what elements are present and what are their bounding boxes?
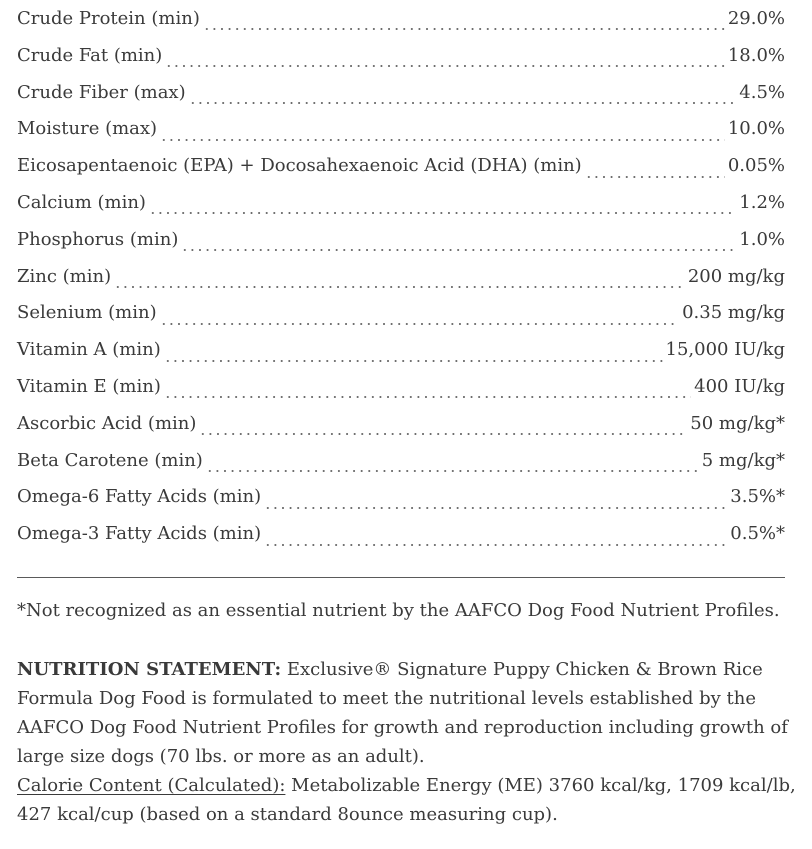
nutrient-label: Selenium (min): [17, 302, 157, 324]
analysis-row: [17, 82, 785, 119]
nutrient-label: Omega-6 Fatty Acids (min): [17, 486, 262, 508]
nutrient-label: Crude Protein (min): [17, 8, 200, 29]
nutrient-label: Ascorbic Acid (min): [17, 412, 197, 434]
nutrient-value: 18.0%: [727, 44, 785, 66]
dot-leader: [189, 102, 737, 104]
nutrient-label: Vitamin E (min): [17, 375, 161, 397]
analysis-row: [17, 302, 785, 339]
dot-leader: [160, 323, 680, 325]
nutrient-value: 10.0%: [727, 118, 785, 140]
dot-leader: [206, 470, 699, 472]
calorie-content-text: Metabolizable Energy (ME) 3760 kcal/kg, 1709 kcal/lb, 427 kcal/cup (based on a standard 8ounce measuring cup).: [17, 775, 796, 825]
nutrient-value: 50 mg/kg*: [690, 412, 785, 434]
nutrition-statement-body: Exclusive® Signature Puppy Chicken & Brown Rice Formula Dog Food is formulated to meet the nutritional levels established by the AAFCO Dog Food Nutrient Profiles for growth and reproduction including growth of large size dogs (70 lbs. or more as an adult).: [17, 659, 788, 767]
analysis-row: [17, 523, 785, 560]
nutrient-label: Phosphorus (min): [17, 228, 179, 250]
nutrition-statement: [17, 655, 797, 829]
analysis-row: [17, 45, 785, 82]
nutrient-label: Omega-3 Fatty Acids (min): [17, 523, 262, 545]
nutrient-label: Crude Fat (min): [17, 44, 163, 66]
analysis-row: [17, 376, 785, 413]
nutrient-value: 400 IU/kg: [694, 375, 785, 397]
nutrient-value: 3.5%*: [730, 486, 785, 508]
nutrient-label: Eicosapentaenoic (EPA) + Docosahexaenoic Acid (DHA) (min): [17, 155, 582, 177]
nutrient-label: Vitamin A (min): [17, 339, 161, 361]
dot-leader: [164, 396, 691, 398]
nutrient-label: Beta Carotene (min): [17, 449, 203, 471]
guaranteed-analysis-table: [17, 8, 785, 560]
footnote: *Not recognized as an essential nutrient by the AAFCO Dog Food Nutrient Profiles.: [17, 600, 780, 621]
nutrient-value: 4.5%: [739, 81, 785, 103]
dot-leader: [199, 433, 687, 435]
dot-leader: [164, 360, 663, 362]
nutrient-value: 1.2%: [739, 191, 785, 213]
nutrient-value: 0.35 mg/kg: [682, 302, 785, 324]
nutrient-value: 1.0%: [739, 228, 785, 250]
calorie-content-label: Calorie Content (Calculated):: [17, 775, 286, 796]
analysis-row: [17, 486, 785, 523]
dot-leader: [585, 176, 725, 178]
analysis-row: [17, 155, 785, 192]
nutrient-value: 200 mg/kg: [687, 265, 785, 287]
dot-leader: [114, 286, 685, 288]
nutrient-value: 15,000 IU/kg: [665, 339, 785, 361]
dot-leader: [160, 139, 725, 141]
dot-leader: [203, 28, 725, 30]
dot-leader: [264, 544, 727, 546]
analysis-row: [17, 192, 785, 229]
dot-leader: [181, 249, 736, 251]
nutrient-label: Crude Fiber (max): [17, 81, 186, 103]
nutrition-statement-heading: NUTRITION STATEMENT:: [17, 659, 282, 680]
analysis-row: [17, 229, 785, 266]
dot-leader: [165, 65, 725, 67]
nutrient-value: 29.0%: [727, 8, 785, 29]
nutrient-value: 0.05%: [727, 155, 785, 177]
analysis-row: [17, 266, 785, 303]
analysis-row: [17, 450, 785, 487]
nutrient-label: Zinc (min): [17, 265, 112, 287]
analysis-row: [17, 118, 785, 155]
analysis-row: [17, 8, 785, 45]
dot-leader: [149, 212, 736, 214]
analysis-row: [17, 339, 785, 376]
dot-leader: [264, 507, 727, 509]
nutrient-label: Calcium (min): [17, 191, 146, 213]
nutrient-value: 5 mg/kg*: [701, 449, 785, 471]
analysis-row: [17, 413, 785, 450]
section-divider: [17, 577, 785, 578]
nutrient-value: 0.5%*: [730, 523, 785, 545]
nutrient-label: Moisture (max): [17, 118, 158, 140]
